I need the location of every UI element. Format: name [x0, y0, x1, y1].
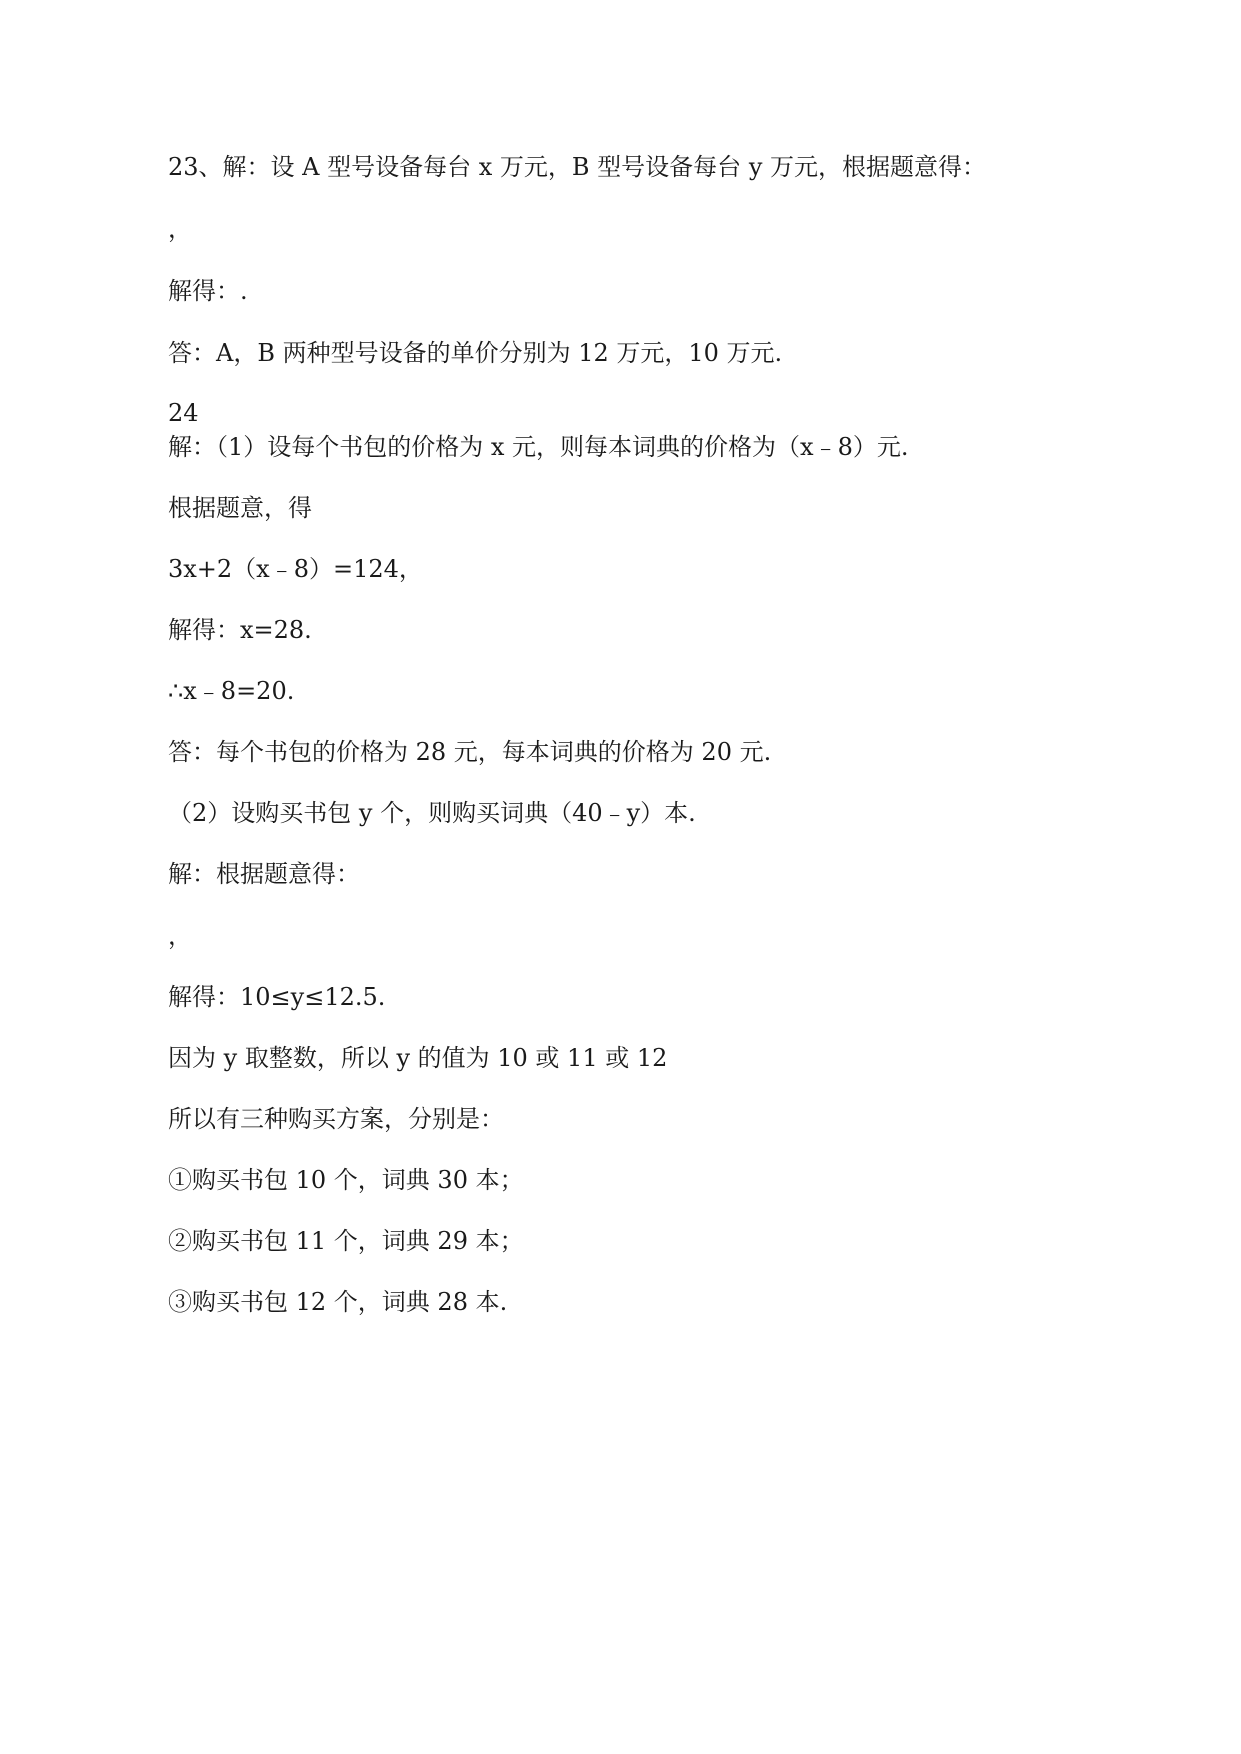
problem-24-number: 24: [168, 399, 199, 427]
problem-24-solve-range: 解得：10≤y≤12.5.: [168, 983, 386, 1011]
inequality-system-placeholder: ，: [168, 922, 192, 950]
plan-3: ③购买书包 12 个，词典 28 本.: [168, 1288, 508, 1316]
plan-2: ②购买书包 11 个，词典 29 本；: [168, 1227, 524, 1255]
problem-23-solution: 解得：.: [168, 277, 248, 305]
problem-24-integer-values: 因为 y 取整数，所以 y 的值为 10 或 11 或 12: [168, 1044, 668, 1072]
problem-23-setup: 23、解：设 A 型号设备每台 x 万元，B 型号设备每台 y 万元，根据题意得：: [168, 153, 987, 181]
problem-24-part2-setup: （2）设购买书包 y 个，则购买词典（40﹣y）本.: [168, 799, 696, 827]
problem-24-part2-according: 解：根据题意得：: [168, 860, 360, 888]
problem-24-equation: 3x+2（x﹣8）=124，: [168, 555, 423, 583]
problem-24-according: 根据题意，得: [168, 494, 312, 522]
problem-24-solve-x: 解得：x=28.: [168, 616, 312, 644]
equation-system-placeholder-1: ，: [168, 215, 192, 243]
plan-1: ①购买书包 10 个，词典 30 本；: [168, 1166, 524, 1194]
problem-24-part1-answer: 答：每个书包的价格为 28 元，每本词典的价格为 20 元.: [168, 738, 772, 766]
problem-24-part1-setup: 解：（1）设每个书包的价格为 x 元，则每本词典的价格为（x﹣8）元.: [168, 433, 909, 461]
problem-23-answer: 答：A，B 两种型号设备的单价分别为 12 万元，10 万元.: [168, 339, 783, 367]
problem-24-therefore: ∴x﹣8=20.: [168, 677, 295, 705]
problem-24-three-plans: 所以有三种购买方案，分别是：: [168, 1105, 504, 1133]
